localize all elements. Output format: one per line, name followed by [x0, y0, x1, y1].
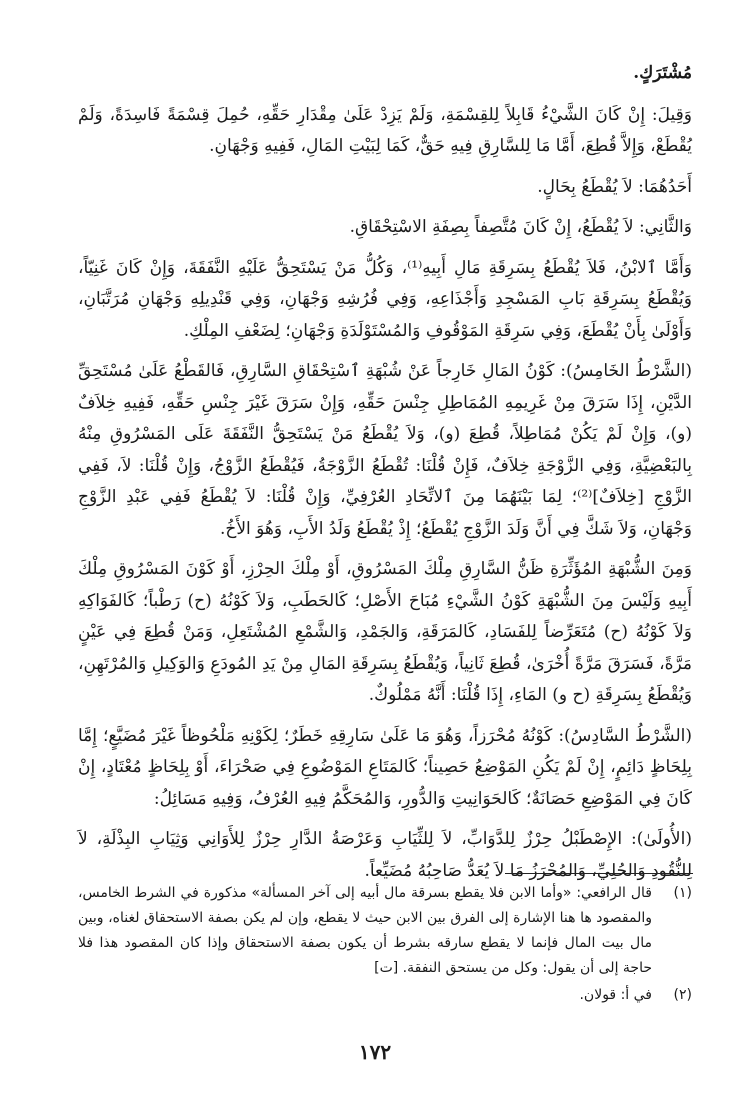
paragraph-2: أَحَدُهُمَا: لاَ يُقْطَعُ بِحَالٍ. — [537, 176, 692, 197]
footnote-text: قال الرافعي: «وأما الابن فلا يقطع بسرقة مال أبيه إلى آخر المسألة» مذكورة في الشرط الخامس، والمقصود ها هنا الإشارة إلى الفرق بين الابن حيث لا يقطع، وإن لم يكن بصفة الاستحقاق لغناه، وبين مال بيت المال فإنما لا يقطع سارقه بشرط أن يكون بصفة الاستحقاق وإذا كان المقصود هذا فلا حاجة إلى أن يقول: وكل من يستحق النفقة. [ت] — [78, 885, 652, 976]
footnote-2 — [78, 983, 692, 1008]
paragraph-3: وَالثَّانِي: لاَ يُقْطَعُ، إِنْ كَانَ مُتَّصِفاً بِصِفَةِ الاسْتِحْقَاقِ. — [349, 217, 692, 237]
continuation-word: مُشْتَرَكٍ. — [633, 63, 692, 83]
page-number: ١٧٢ — [358, 1040, 392, 1064]
footnote-1 — [78, 881, 692, 981]
footnote-number: (٢) — [673, 987, 692, 1003]
footnote-text: في أ: قولان. — [579, 987, 652, 1003]
footnote-separator — [505, 873, 693, 874]
footnote-number: (١) — [673, 885, 692, 901]
paragraph-1: وَقِيلَ: إِنْ كَانَ الشَّيْءُ قَابِلاً لِلقِسْمَةِ، وَلَمْ يَزِدْ عَلَىٰ مِقْدَارِ حَقِّهِ، حُمِلَ قِسْمَةً فَاسِدَةً، وَلَمْ يُقْطَعْ، وَإِلاَّ قُطِعَ، أَمَّا مَا لِلسَّارِقِ فِيهِ حَقٌّ، كَمَا لِبَيْتِ المَالِ، فَفِيهِ وَجْهَانِ. — [78, 104, 692, 156]
paragraph-7-condition-six: (الشَّرْطُ السَّادِسُ): كَوْنُهُ مُحْرَزاً، وَهُوَ مَا عَلَىٰ سَارِقِهِ خَطَرٌ؛ لِكَوْنِهِ مَلْحُوظاً غَيْرَ مُضَيَّعٍ؛ إِمَّا بِلِحَاظٍ دَائِمٍ، إِنْ لَمْ يَكُنِ المَوْضِعُ حَصِيناً؛ كَالمَتَاعِ المَوْضُوعِ فِي صَحْرَاءَ، أَوْ بِلِحَاظٍ مُعْتَادٍ، إِنْ كَانَ فِي المَوْضِعِ حَصَانَةٌ؛ كَالحَوَانِيتِ وَالدُّورِ، وَالمُحَكَّمُ فِيهِ العُرْفُ، وَفِيهِ مَسَائِلُ: — [78, 725, 692, 809]
paragraph-5-condition-five: (الشَّرْطُ الخَامِسُ): كَوْنُ المَالِ خَارِجاً عَنْ شُبْهَةِ ٱسْتِحْقَاقِ السَّارِقِ، فَالقَطْعُ عَلَىٰ مُسْتَحِقِّ الدَّيْنِ، إِذَا سَرَقَ مِنْ غَرِيمِهِ المُمَاطِلِ جِنْسَ حَقِّهِ، وَإِنْ سَرَقَ غَيْرَ جِنْسِ حَقِّهِ، فَفِيهِ خِلاَفٌ (و)، وَإِنْ لَمْ يَكُنْ مُمَاطِلاً، قُطِعَ (و)، وَلاَ يُقْطَعُ مَنْ يَسْتَحِقُّ النَّفَقَةَ عَلَى المَسْرُوقِ مِنْهُ بِالبَعْضِيَّةِ، وَفِي الزَّوْجَةِ خِلاَفٌ، فَإِنْ قُلْنَا: تُقْطَعُ الزَّوْجَةُ، فَيُقْطَعُ الزَّوْجُ، وَإِنْ قُلْنَا: لاَ، فَفِي الزَّوْجِ [خِلاَفٌ]⁽²⁾؛ لِمَا بَيْنَهُمَا مِنَ ٱلاتِّحَادِ العُرْفِيِّ، وَإِنْ قُلْنَا: لاَ يُقْطَعُ فَفِي عَبْدِ الزَّوْجِ وَجْهَانِ، وَلاَ شَكَّ فِي أَنَّ وَلَدَ الزَّوْجِ يُقْطَعُ؛ إِذْ يُقْطَعُ وَلَدُ الأَبِ، وَهُوَ الأَخُ. — [78, 361, 692, 539]
paragraph-8-issue-one: (الأُولَىٰ): الإِصْطَبْلُ حِرْزٌ لِلدَّوَابِّ، لاَ لِلثِّيَابِ وَعَرْصَةُ الدَّارِ حِرْزٌ لِلأَوَانِي وَثِيَابِ البِذْلَةِ، لاَ لِلنُّقُودِ وَالحُلِيِّ، وَالمُحْرَزُ مَا لاَ يُعَدُّ صَاحِبُهُ مُضَيِّعاً. — [78, 829, 692, 881]
footnotes — [78, 881, 692, 1010]
main-text — [78, 58, 692, 896]
paragraph-6: وَمِنَ الشُّبْهَةِ المُؤَثِّرَةِ ظَنُّ السَّارِقِ مِلْكَ المَسْرُوقِ، أَوْ مِلْكَ الحِرْزِ، أَوْ كَوْنَ المَسْرُوقِ مِلْكَ أَبِيهِ وَلَيْسَ مِنَ الشُّبْهَةِ كَوْنُ الشَّيْءِ مُبَاحَ الأَصْلِ؛ كَالحَطَبِ، وَلاَ كَوْنُهُ (ح) رَطْباً؛ كَالفَوَاكِهِ وَلاَ كَوْنُهُ (ح) مُتَعَرِّضاً لِلفَسَادِ، كَالمَرَقَةِ، وَالجَمْدِ، وَالشَّمْعِ المُشْتَعِلِ، وَمَنْ قُطِعَ فِي عَيْنٍ مَرَّةً، فَسَرَقَ مَرَّةً أُخْرَىٰ، قُطِعَ ثَانِياً، وَيُقْطَعُ بِسَرِقَةِ المَالِ مِنْ يَدِ المُودَعِ وَالوَكِيلِ وَالمُرْتَهِنِ، وَيُقْطَعُ بِسَرِقَةِ (ح و) المَاءِ، إِذَا قُلْنَا: أَنَّهُ مَمْلُوكٌ. — [78, 559, 692, 705]
paragraph-4: وَأَمَّا ٱلابْنُ، فَلاَ يُقْطَعُ بِسَرِقَةِ مَالِ أَبِيهِ⁽¹⁾، وَكُلُّ مَنْ يَسْتَحِقُّ عَلَيْهِ النَّفَقَةَ، وَإِنْ كَانَ غَنِيّاً، وَيُقْطَعُ بِسَرِقَةِ بَابِ المَسْجِدِ وَأَجْذَاعِهِ، وَفِي فُرُشِهِ وَجْهَانِ، وَفِي قَنْدِيلِهِ وَجْهَانِ مُرَتَّبَانِ، وَأَوْلَىٰ بِأَنْ يُقْطَعَ، وَفِي سَرِقَةِ المَوْقُوفِ وَالمُسْتَوْلَدَةِ وَجْهَانِ؛ لِضَعْفِ المِلْكِ. — [78, 257, 693, 341]
